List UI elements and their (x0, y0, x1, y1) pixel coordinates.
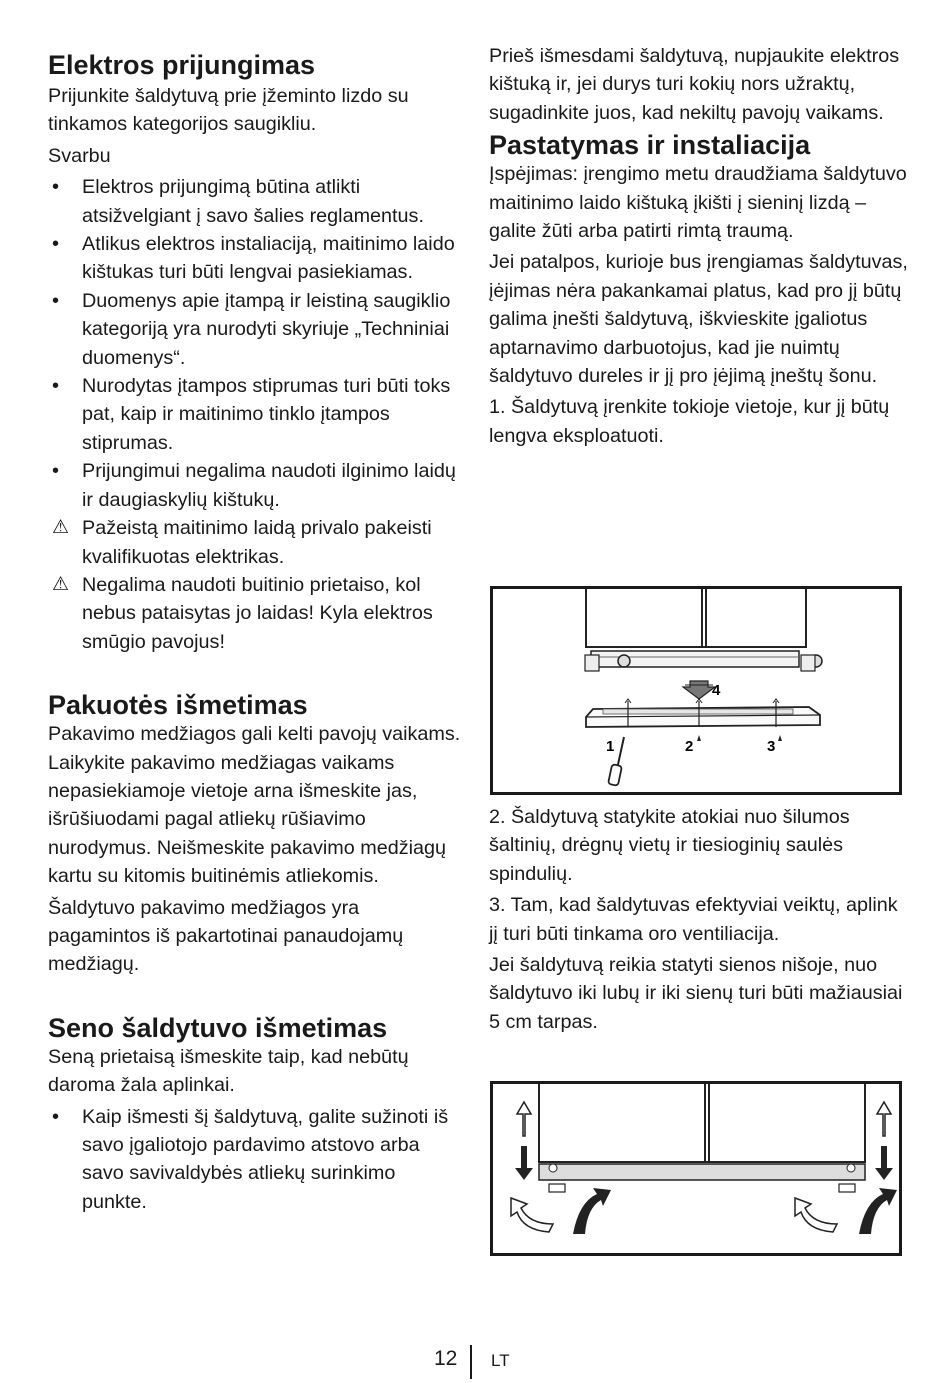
list-item: ⚠ Negalima naudoti buitinio prietaiso, kol nebus pataisytas jo laidas! Kyla elektros smūgio pavojus! (48, 571, 463, 656)
important-label: Svarbu (48, 144, 111, 167)
label-4: 4 (712, 682, 721, 699)
right-column-lower (489, 803, 909, 1036)
packaging-p2: Šaldytuvo pakavimo medžiagos yra pagamintos iš pakartotinai panaudojamų medžiagų. (48, 896, 404, 976)
step-2: 2. Šaldytuvą statykite atokiai nuo šilumos šaltinių, drėgnų vietų ir tiesioginių saulės spindulių. (489, 806, 850, 885)
step-3: 3. Tam, kad šaldytuvas efektyviai veiktų, aplink jį turi būti tinkama oro ventiliacija. (489, 894, 898, 945)
packaging-p1: Pakavimo medžiagos gali kelti pavojų vaikams. Laikykite pakavimo medžiagas vaikams nepasiekiamoje vietoje arna išmeskite jas, išrūšiuodami pagal atliekų rūšiavimo nurodymus. Neišmeskite pakavimo medžiagų kartu su kitomis buitinėmis atliekomis. (48, 723, 461, 888)
electric-list (48, 173, 463, 656)
list-item: • Kaip išmesti šį šaldytuvą, galite sužinoti iš savo įgaliotojo pardavimo atstovo arba savo savivaldybės atliekų surinkimo punkte. (48, 1103, 463, 1217)
heading-electric: Elektros prijungimas (48, 50, 316, 80)
step-1: 1. Šaldytuvą įrenkite tokioje vietoje, kur jį būtų lengva eksploatuoti. (489, 396, 890, 447)
bullet-icon: • (52, 460, 60, 483)
bullet-icon: • (52, 289, 60, 312)
figure-levelling (490, 586, 902, 795)
list-item: • Duomenys apie įtampą ir leistiną saugiklio kategoriją yra nurodyti skyriuje „Techniniai duomenys“. (48, 287, 463, 372)
bullet-icon: • (52, 1105, 60, 1128)
label-1: 1 (606, 738, 615, 755)
electric-intro: Prijunkite šaldytuvą prie įžeminto lizdo su tinkamos kategorijos saugikliu. (48, 85, 409, 136)
levelling-illustration (493, 589, 899, 792)
warning-paragraph: Įspėjimas: įrengimo metu draudžiama šaldytuvo maitinimo laido kištuką įkišti į sieninį lizdą – galite žūti arba patirti rimtą traumą. (489, 163, 907, 243)
warning-icon: ⚠ (52, 573, 70, 595)
dispose-paragraph: Prieš išmesdami šaldytuvą, nupjaukite elektros kištuką ir, jei durys turi kokių nors užraktų, sugadinkite juos, kad nekiltų pavojų vaikams. (489, 45, 900, 124)
warning-icon: ⚠ (52, 517, 70, 539)
list-item: • Atlikus elektros instaliaciją, maitinimo laido kištukas turi būti lengvai pasiekiamas. (48, 230, 463, 287)
old-list (48, 1103, 463, 1217)
heading-installation: Pastatymas ir instaliacija (489, 130, 811, 161)
right-column (489, 0, 909, 450)
ventilation-illustration (493, 1084, 899, 1253)
page-number: 12 (434, 1347, 458, 1370)
label-2: 2 (685, 738, 694, 755)
list-item: • Prijungimui negalima naudoti ilginimo laidų ir daugiaskylių kištukų. (48, 457, 463, 514)
heading-old-fridge: Seno šaldytuvo išmetimas (48, 1012, 388, 1043)
niche-paragraph: Jei šaldytuvą reikia statyti sienos nišoje, nuo šaldytuvo iki lubų ir iki sienų turi būti mažiausiai 5 cm tarpas. (489, 954, 903, 1033)
language-code: LT (491, 1351, 510, 1370)
label-3: 3 (767, 738, 776, 755)
list-item: • Elektros prijungimą būtina atlikti atsižvelgiant į savo šalies reglamentus. (48, 173, 463, 230)
list-item: ⚠ Pažeistą maitinimo laidą privalo pakeisti kvalifikuotas elektrikas. (48, 514, 463, 571)
door-paragraph: Jei patalpos, kurioje bus įrengiamas šaldytuvas, įėjimas nėra pakankamai platus, kad pro jį būtų galima įnešti šaldytuvą, iškvieskite įgaliotus aptarnavimo darbuotojus, kad jie nuimtų šaldytuvo dureles ir jį pro įėjimą įneštų šonu. (489, 251, 908, 388)
footer-divider (470, 1345, 472, 1379)
left-column (48, 0, 463, 1216)
old-intro: Seną prietaisą išmeskite taip, kad nebūtų daroma žala aplinkai. (48, 1045, 409, 1097)
page-footer (0, 1345, 950, 1375)
bullet-icon: • (52, 375, 60, 398)
figure-ventilation (490, 1081, 902, 1256)
list-item: • Nurodytas įtampos stiprumas turi būti toks pat, kaip ir maitinimo tinklo įtampos stiprumas. (48, 372, 463, 457)
heading-packaging: Pakuotės išmetimas (48, 690, 308, 721)
bullet-icon: • (52, 233, 60, 256)
bullet-icon: • (52, 176, 60, 199)
